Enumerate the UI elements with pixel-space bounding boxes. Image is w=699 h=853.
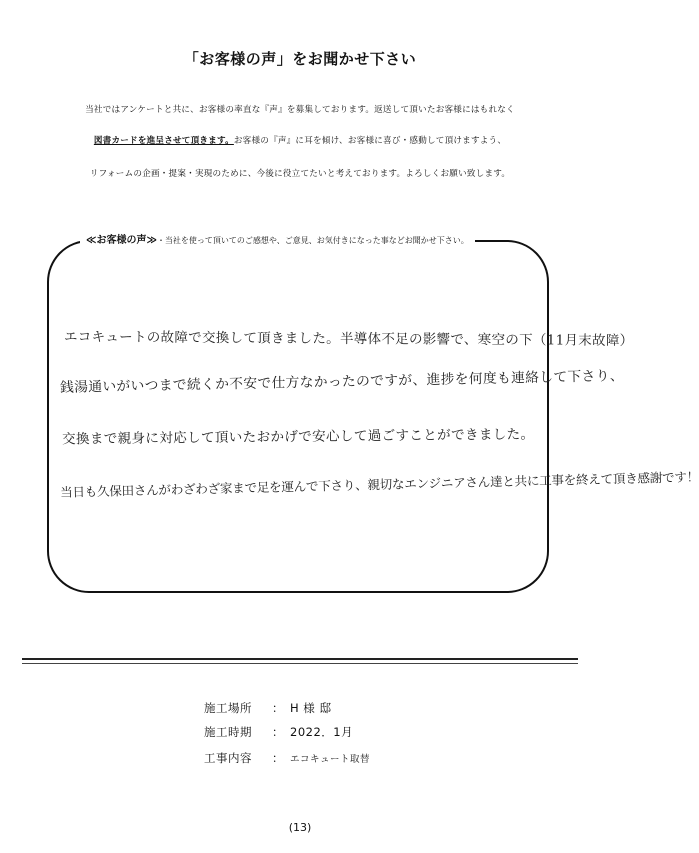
info-row-location [204,700,331,716]
voice-box-heading: ≪お客様の声≫ [86,235,157,246]
info-label: 施工時期 [204,725,252,739]
info-separator: ： [272,751,284,765]
intro-line-1: 当社ではアンケートと共に、お客様の率直な『声』を募集しております。返送して頂いたお客様にはもれなく [85,105,515,115]
info-label: 工事内容 [204,751,252,765]
handwritten-line-3: 交換まで親身に対応して頂いたおかげで安心して過ごすことができました。 [61,426,535,448]
intro-line-2 [40,134,560,146]
handwritten-line-4: 当日も久保田さんがわざわざ家まで足を運んで下さり、親切なエンジニアさん達と共に工事を終えて頂き感謝です！ [59,469,699,500]
divider-thin [22,663,578,664]
info-label: 施工場所 [204,701,252,715]
intro-line-2-rest: お客様の『声』に耳を傾け、お客様に喜び・感動して頂けますよう、 [233,136,507,146]
handwritten-line-2: 銭湯通いがいつまで続くか不安で仕方なかったのですが、進捗を何度も連絡して下さり、 [59,368,625,396]
info-separator: ： [272,725,284,739]
page-number: (13) [288,821,312,834]
intro-line-3: リフォームの企画・提案・実現のために、今後に役立てたいと考えております。よろしくお願い致します。 [89,169,511,179]
info-value: 2022．1月 [290,725,354,739]
info-row-work [204,750,370,766]
customer-voice-box [47,240,549,593]
handwritten-line-1: エコキュートの故障で交換して頂きました。半導体不足の影響で、寒空の下（11月末故障） [63,329,634,349]
info-value: H 様 邸 [290,701,332,715]
voice-box-subheading: ・当社を使って頂いてのご感想や、ご意見、お気付きになった事などお聞かせ下さい。 [156,236,469,245]
divider-thick [22,658,578,660]
info-separator: ： [272,701,284,715]
voice-box-header [80,229,475,248]
page-title: 「お客様の声」をお聞かせ下さい [183,50,417,68]
gift-card-notice: 図書カードを進呈させて頂きます。 [93,136,234,146]
info-row-period [204,724,353,740]
info-value: エコキュート取替 [290,754,371,765]
